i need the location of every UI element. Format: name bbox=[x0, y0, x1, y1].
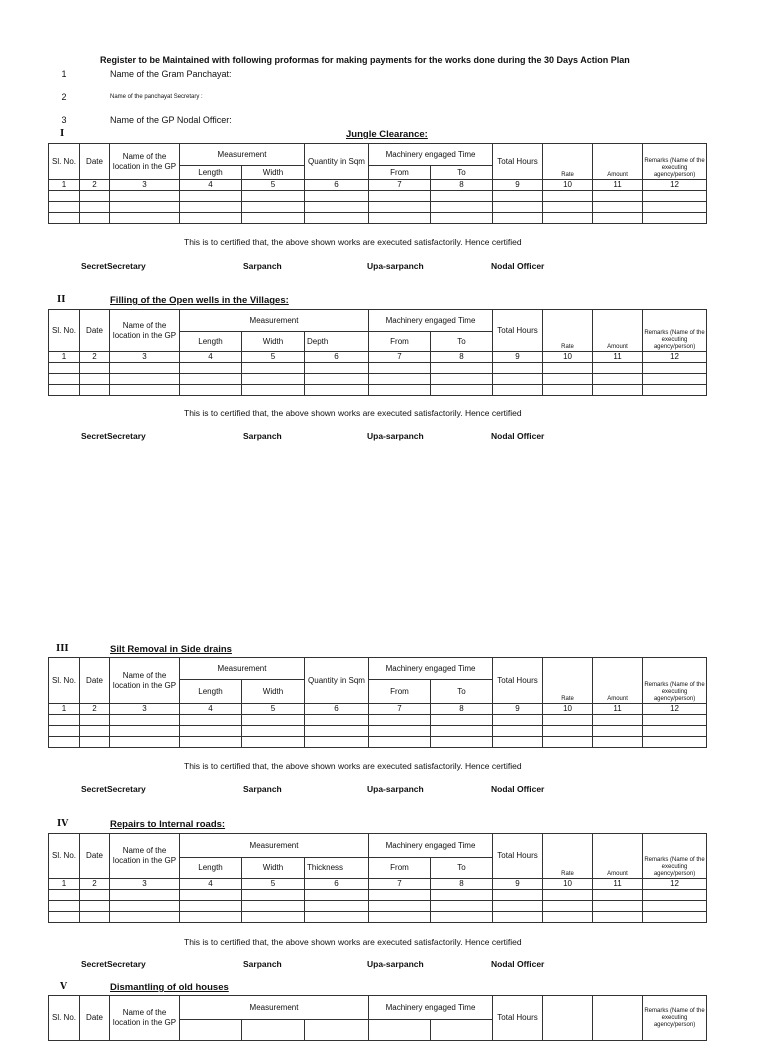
amount-header: Amount bbox=[593, 658, 643, 704]
signatory-sarpanch: Sarpanch bbox=[243, 431, 282, 441]
measurement-header: Measurement bbox=[180, 144, 305, 166]
section-4-roman: IV bbox=[57, 819, 69, 829]
amount-header: Amount bbox=[593, 310, 643, 352]
date-header: Date bbox=[80, 658, 110, 704]
header-num-1: 1 bbox=[61, 69, 67, 79]
sl-no-header: Sl. No. bbox=[49, 144, 80, 180]
thickness-header: Thickness bbox=[305, 858, 369, 879]
quantity-header: Quantity in Sqm bbox=[305, 144, 369, 180]
col-num: 6 bbox=[305, 704, 369, 715]
signatory-upa-sarpanch: Upa-sarpanch bbox=[367, 431, 424, 441]
col-num: 7 bbox=[369, 879, 431, 890]
col-num: 5 bbox=[242, 704, 305, 715]
col-num: 5 bbox=[242, 879, 305, 890]
col-num: 12 bbox=[643, 352, 707, 363]
col-num: 9 bbox=[493, 180, 543, 191]
machinery-header: Machinery engaged Time bbox=[369, 658, 493, 680]
rate-header: Rate bbox=[543, 144, 593, 180]
section-2-title: Filling of the Open wells in the Villages: bbox=[110, 295, 289, 306]
signatory-sarpanch: Sarpanch bbox=[243, 959, 282, 969]
machinery-header: Machinery engaged Time bbox=[369, 144, 493, 166]
blank-row bbox=[49, 191, 707, 202]
col-num: 7 bbox=[369, 352, 431, 363]
col-num: 12 bbox=[643, 879, 707, 890]
total-hours-header: Total Hours bbox=[493, 310, 543, 352]
signatory-sarpanch: Sarpanch bbox=[243, 784, 282, 794]
total-hours-header: Total Hours bbox=[493, 144, 543, 180]
section-2-roman: II bbox=[57, 295, 66, 305]
col-num: 11 bbox=[593, 879, 643, 890]
col-num: 5 bbox=[242, 180, 305, 191]
section-5-title: Dismantling of old houses bbox=[110, 982, 229, 993]
remarks-header: Remarks (Name of the executing agency/person) bbox=[643, 144, 707, 180]
col-num: 4 bbox=[180, 180, 242, 191]
signatory-upa-sarpanch: Upa-sarpanch bbox=[367, 784, 424, 794]
col-num: 1 bbox=[49, 704, 80, 715]
from-header: From bbox=[369, 858, 431, 879]
machinery-header: Machinery engaged Time bbox=[369, 310, 493, 332]
rate-header: Rate bbox=[543, 834, 593, 879]
col-num: 7 bbox=[369, 704, 431, 715]
length-header: Length bbox=[180, 166, 242, 180]
col-num: 11 bbox=[593, 180, 643, 191]
col-num: 3 bbox=[110, 879, 180, 890]
blank-row bbox=[49, 890, 707, 901]
col-num: 7 bbox=[369, 180, 431, 191]
col-num: 6 bbox=[305, 180, 369, 191]
signatory-upa-sarpanch: Upa-sarpanch bbox=[367, 959, 424, 969]
col-num: 4 bbox=[180, 704, 242, 715]
col-num: 5 bbox=[242, 352, 305, 363]
col-num: 1 bbox=[49, 352, 80, 363]
blank-row bbox=[49, 202, 707, 213]
col-num: 11 bbox=[593, 352, 643, 363]
section-1-title: Jungle Clearance: bbox=[346, 129, 428, 140]
depth-header: Depth bbox=[305, 332, 369, 352]
col-num: 11 bbox=[593, 704, 643, 715]
rate-header: Rate bbox=[543, 310, 593, 352]
location-header: Name of the location in the GP bbox=[110, 996, 180, 1041]
blank-row bbox=[49, 213, 707, 224]
header-num-2: 2 bbox=[61, 92, 67, 102]
header-num-3: 3 bbox=[61, 115, 67, 125]
col-num: 8 bbox=[431, 704, 493, 715]
to-header: To bbox=[431, 166, 493, 180]
col-num: 2 bbox=[80, 352, 110, 363]
total-hours-header: Total Hours bbox=[493, 658, 543, 704]
blank-row bbox=[49, 715, 707, 726]
col-num: 6 bbox=[305, 879, 369, 890]
column-number-row bbox=[49, 879, 707, 890]
location-header: Name of the location in the GP bbox=[110, 310, 180, 352]
machinery-header: Machinery engaged Time bbox=[369, 996, 493, 1020]
date-header: Date bbox=[80, 996, 110, 1041]
signatory-nodal-officer: Nodal Officer bbox=[491, 784, 545, 794]
blank-row bbox=[49, 912, 707, 923]
certification-text: This is to certified that, the above shown works are executed satisfactorily. Hence certified bbox=[184, 937, 522, 947]
date-header: Date bbox=[80, 310, 110, 352]
signatory-sarpanch: Sarpanch bbox=[243, 261, 282, 271]
width-header: Width bbox=[242, 332, 305, 352]
signatory-nodal-officer: Nodal Officer bbox=[491, 431, 545, 441]
signatory-upa-sarpanch: Upa-sarpanch bbox=[367, 261, 424, 271]
col-num: 3 bbox=[110, 704, 180, 715]
sl-no-header: Sl. No. bbox=[49, 834, 80, 879]
signatory-secretary: SecretSecretary bbox=[81, 431, 146, 441]
blank-row bbox=[49, 726, 707, 737]
signatory-secretary: SecretSecretary bbox=[81, 784, 146, 794]
remarks-header: Remarks (Name of the executing agency/person) bbox=[643, 310, 707, 352]
register-title: Register to be Maintained with following proformas for making payments for the works done during the 30 Days Action Plan bbox=[100, 55, 630, 65]
section-5-roman: V bbox=[60, 982, 67, 992]
measurement-header: Measurement bbox=[180, 996, 369, 1020]
location-header: Name of the location in the GP bbox=[110, 144, 180, 180]
panchayat-secretary-label: Name of the panchayat Secretary : bbox=[110, 94, 203, 100]
gram-panchayat-label: Name of the Gram Panchayat: bbox=[110, 69, 232, 79]
blank-row bbox=[49, 737, 707, 748]
measurement-header: Measurement bbox=[180, 834, 369, 858]
col-num: 10 bbox=[543, 704, 593, 715]
rate-header: Rate bbox=[543, 658, 593, 704]
section-2-table bbox=[48, 309, 707, 396]
section-3-title: Silt Removal in Side drains bbox=[110, 644, 232, 655]
col-num: 12 bbox=[643, 180, 707, 191]
col-num: 12 bbox=[643, 704, 707, 715]
section-4-title: Repairs to Internal roads: bbox=[110, 819, 226, 830]
col-num: 9 bbox=[493, 352, 543, 363]
col-num: 2 bbox=[80, 704, 110, 715]
col-num: 1 bbox=[49, 879, 80, 890]
blank-row bbox=[49, 385, 707, 396]
location-header: Name of the location in the GP bbox=[110, 658, 180, 704]
section-3-table bbox=[48, 657, 707, 748]
to-header: To bbox=[431, 680, 493, 704]
col-num: 9 bbox=[493, 879, 543, 890]
sl-no-header: Sl. No. bbox=[49, 310, 80, 352]
to-header: To bbox=[431, 332, 493, 352]
length-header: Length bbox=[180, 680, 242, 704]
column-number-row bbox=[49, 180, 707, 191]
certification-text: This is to certified that, the above shown works are executed satisfactorily. Hence certified bbox=[184, 761, 522, 771]
width-header: Width bbox=[242, 858, 305, 879]
col-num: 6 bbox=[305, 352, 369, 363]
total-hours-header: Total Hours bbox=[493, 834, 543, 879]
col-num: 10 bbox=[543, 352, 593, 363]
blank-row bbox=[49, 374, 707, 385]
length-header: Length bbox=[180, 332, 242, 352]
date-header: Date bbox=[80, 834, 110, 879]
signatory-nodal-officer: Nodal Officer bbox=[491, 261, 545, 271]
from-header: From bbox=[369, 166, 431, 180]
col-num: 2 bbox=[80, 879, 110, 890]
certification-text: This is to certified that, the above shown works are executed satisfactorily. Hence certified bbox=[184, 408, 522, 418]
signatory-secretary: SecretSecretary bbox=[81, 959, 146, 969]
total-hours-header: Total Hours bbox=[493, 996, 543, 1041]
amount-header: Amount bbox=[593, 834, 643, 879]
to-header: To bbox=[431, 858, 493, 879]
blank-row bbox=[49, 363, 707, 374]
width-header: Width bbox=[242, 166, 305, 180]
col-num: 1 bbox=[49, 180, 80, 191]
location-header: Name of the location in the GP bbox=[110, 834, 180, 879]
col-num: 9 bbox=[493, 704, 543, 715]
width-header: Width bbox=[242, 680, 305, 704]
signatory-nodal-officer: Nodal Officer bbox=[491, 959, 545, 969]
remarks-header: Remarks (Name of the executing agency/person) bbox=[643, 996, 707, 1041]
col-num: 10 bbox=[543, 180, 593, 191]
section-4-table bbox=[48, 833, 707, 923]
blank-row bbox=[49, 901, 707, 912]
col-num: 8 bbox=[431, 180, 493, 191]
length-header: Length bbox=[180, 858, 242, 879]
date-header: Date bbox=[80, 144, 110, 180]
section-3-roman: III bbox=[56, 644, 69, 654]
amount-header: Amount bbox=[593, 144, 643, 180]
col-num: 8 bbox=[431, 879, 493, 890]
col-num: 4 bbox=[180, 352, 242, 363]
col-num: 8 bbox=[431, 352, 493, 363]
signatory-secretary: SecretSecretary bbox=[81, 261, 146, 271]
col-num: 4 bbox=[180, 879, 242, 890]
col-num: 3 bbox=[110, 352, 180, 363]
quantity-header: Quantity in Sqm bbox=[305, 658, 369, 704]
remarks-header: Remarks (Name of the executing agency/person) bbox=[643, 658, 707, 704]
section-1-table bbox=[48, 143, 707, 224]
sl-no-header: Sl. No. bbox=[49, 996, 80, 1041]
column-number-row bbox=[49, 352, 707, 363]
from-header: From bbox=[369, 332, 431, 352]
sl-no-header: Sl. No. bbox=[49, 658, 80, 704]
col-num: 3 bbox=[110, 180, 180, 191]
remarks-header: Remarks (Name of the executing agency/person) bbox=[643, 834, 707, 879]
col-num: 10 bbox=[543, 879, 593, 890]
from-header: From bbox=[369, 680, 431, 704]
column-number-row bbox=[49, 704, 707, 715]
section-5-table bbox=[48, 995, 707, 1041]
col-num: 2 bbox=[80, 180, 110, 191]
measurement-header: Measurement bbox=[180, 310, 369, 332]
machinery-header: Machinery engaged Time bbox=[369, 834, 493, 858]
section-1-roman: I bbox=[60, 129, 65, 139]
measurement-header: Measurement bbox=[180, 658, 305, 680]
certification-text: This is to certified that, the above shown works are executed satisfactorily. Hence certified bbox=[184, 237, 522, 247]
nodal-officer-label: Name of the GP Nodal Officer: bbox=[110, 115, 232, 125]
